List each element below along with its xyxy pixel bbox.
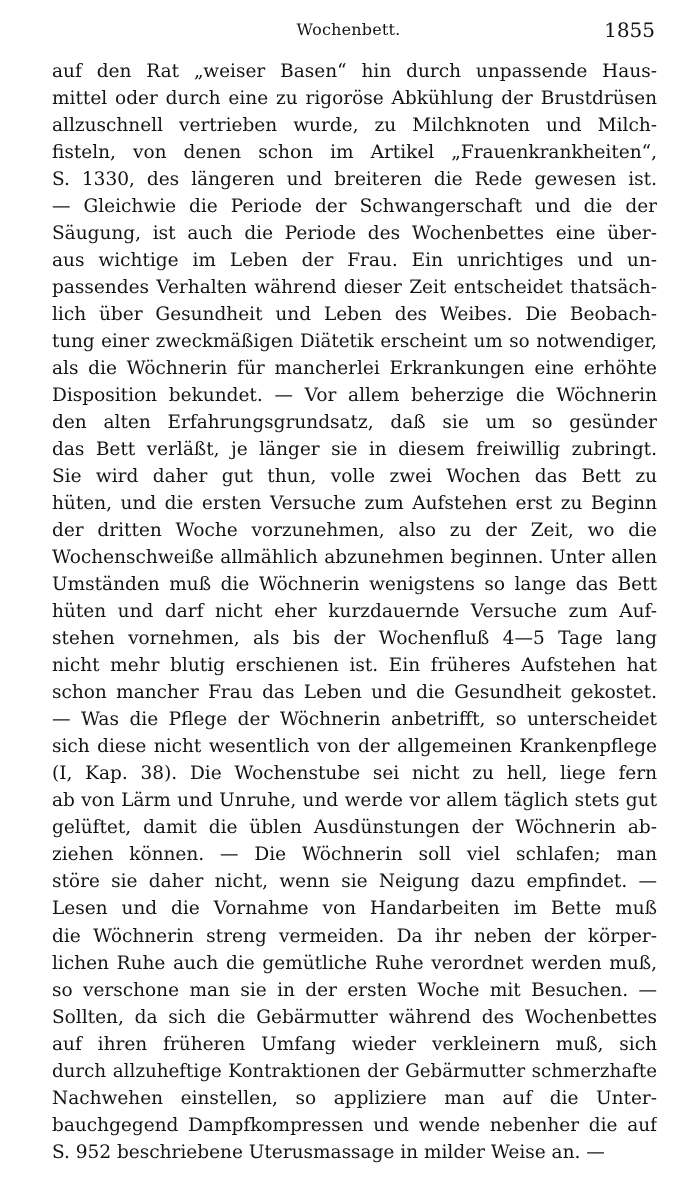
text-line: nicht mehr blutig erschienen ist. Ein früheres Aufstehen hat (52, 655, 657, 677)
text-line: Sie wird daher gut thun, volle zwei Wochen das Bett zu (52, 466, 657, 488)
text-line: Säugung, ist auch die Periode des Wochenbettes eine über- (52, 223, 657, 245)
text-line: das Bett verläßt, je länger sie in diesem freiwillig zubringt. (52, 439, 657, 461)
text-line: hüten und darf nicht eher kurzdauernde Versuche zum Auf- (52, 601, 657, 623)
text-line: die Wöchnerin streng vermeiden. Da ihr neben der körper- (52, 925, 657, 947)
text-line: schon mancher Frau das Leben und die Gesundheit gekostet. (52, 682, 657, 704)
text-line: tung einer zweckmäßigen Diätetik erscheint um so notwendiger, (52, 331, 657, 353)
text-line: mittel oder durch eine zu rigoröse Abkühlung der Brustdrüsen (52, 88, 657, 110)
text-line: so verschone man sie in der ersten Woche mit Besuchen. — (52, 979, 657, 1001)
text-line: Nachwehen einstellen, so appliziere man auf die Unter- (52, 1087, 657, 1109)
text-line: hüten, und die ersten Versuche zum Aufstehen erst zu Beginn (52, 493, 657, 515)
text-line: (I, Kap. 38). Die Wochenstube sei nicht zu hell, liege fern (52, 763, 657, 785)
text-line: Sollten, da sich die Gebärmutter während des Wochenbettes (52, 1006, 657, 1028)
text-line: fisteln, von denen schon im Artikel „Frauenkrankheiten“, (52, 142, 657, 164)
text-line: Disposition bekundet. — Vor allem beherzige die Wöchnerin (52, 385, 657, 407)
text-line: Lesen und die Vornahme von Handarbeiten im Bette muß (52, 898, 657, 920)
text-line: durch allzuheftige Kontraktionen der Gebärmutter schmerzhafte (52, 1060, 657, 1082)
running-title: Wochenbett. (296, 20, 401, 39)
text-line: auf ihren früheren Umfang wieder verkleinern muß, sich (52, 1033, 657, 1055)
text-line: aus wichtige im Leben der Frau. Ein unrichtiges und un- (52, 250, 657, 272)
text-line: S. 1330, des längeren und breiteren die Rede gewesen ist. (52, 169, 657, 191)
text-line: passendes Verhalten während dieser Zeit entscheidet thatsäch- (52, 277, 657, 299)
text-line: bauchgegend Dampfkompressen und wende nebenher die auf (52, 1114, 657, 1136)
text-line: allzuschnell vertrieben wurde, zu Milchknoten und Milch- (52, 115, 657, 137)
text-line: gelüftet, damit die üblen Ausdünstungen der Wöchnerin ab- (52, 817, 657, 839)
body-text (52, 58, 657, 1166)
text-line: ziehen können. — Die Wöchnerin soll viel schlafen; man (52, 844, 657, 866)
text-line: als die Wöchnerin für mancherlei Erkrankungen eine erhöhte (52, 358, 657, 380)
text-line: Wochenschweiße allmählich abzunehmen beginnen. Unter allen (52, 547, 657, 569)
text-line: — Was die Pflege der Wöchnerin anbetrifft, so unterscheidet (52, 709, 657, 731)
text-line: störe sie daher nicht, wenn sie Neigung dazu empfindet. — (52, 871, 657, 893)
text-line: ab von Lärm und Unruhe, und werde vor allem täglich stets gut (52, 790, 657, 812)
text-line: stehen vornehmen, als bis der Wochenfluß 4—5 Tage lang (52, 628, 657, 650)
text-line: — Gleichwie die Periode der Schwangerschaft und die der (52, 196, 657, 218)
page-number: 1855 (604, 18, 655, 42)
text-line: Umständen muß die Wöchnerin wenigstens so lange das Bett (52, 574, 657, 596)
text-line: sich diese nicht wesentlich von der allgemeinen Krankenpflege (52, 736, 657, 758)
text-line: auf den Rat „weiser Basen“ hin durch unpassende Haus- (52, 61, 657, 82)
text-line: den alten Erfahrungsgrundsatz, daß sie um so gesünder (52, 412, 657, 434)
text-line: S. 952 beschriebene Uterusmassage in milder Weise an. — (52, 1141, 605, 1163)
text-line: lich über Gesundheit und Leben des Weibes. Die Beobach- (52, 304, 657, 326)
text-line: der dritten Woche vorzunehmen, also zu der Zeit, wo die (52, 520, 657, 542)
text-line: lichen Ruhe auch die gemütliche Ruhe verordnet werden muß, (52, 952, 657, 974)
